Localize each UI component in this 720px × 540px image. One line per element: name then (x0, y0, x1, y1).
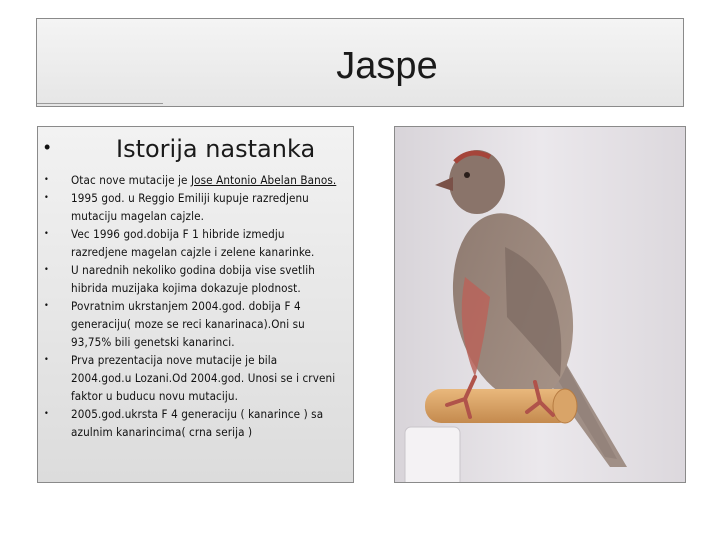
bullet-dot: • (44, 175, 49, 185)
title-divider (37, 103, 163, 104)
content-placeholder (37, 126, 354, 483)
bullet-item (38, 225, 355, 261)
bullet-item (38, 351, 355, 405)
heading-bullet: • (44, 137, 51, 157)
bullet-dot: • (44, 409, 49, 419)
bullet-dot: • (44, 193, 49, 203)
slide-title: Jaspe (336, 45, 438, 87)
bullet-dot: • (44, 265, 49, 275)
bullet-item (38, 297, 355, 351)
bullet-text: Povratnim ukrstanjem 2004.god. dobija F 4 generaciju( moze se reci kanarinaca).Oni su 93,75% bili genetski kanarinci. (71, 299, 305, 349)
bird-illustration (395, 127, 686, 483)
heading-row (38, 133, 355, 167)
bullet-text: Prva prezentacija nove mutacije je bila 2004.god.u Lozani.Od 2004.god. Unosi se i crveni faktor u buducu novu mutaciju. (71, 353, 336, 403)
bird-photo (394, 126, 686, 483)
bullet-text: U narednih nekoliko godina dobija vise svetlih hibrida muzijaka kojima dokazuje plodnost. (71, 263, 315, 295)
bullet-list (38, 171, 355, 441)
section-heading: Istorija nastanka (116, 135, 316, 163)
bullet-text: 1995 god. u Reggio Emiliji kupuje razredjenu mutaciju magelan cajzle. (71, 191, 309, 223)
title-placeholder (36, 18, 684, 107)
bullet-dot: • (44, 355, 49, 365)
bullet-text: 2005.god.ukrsta F 4 generaciju ( kanarince ) sa azulnim kanarincima( crna serija ) (71, 407, 324, 439)
bullet-dot: • (44, 301, 49, 311)
bird-eye (464, 172, 470, 178)
bullet-item (38, 171, 355, 189)
bullet-item (38, 405, 355, 441)
feeder-cup (405, 427, 460, 483)
bullet-item (38, 261, 355, 297)
bullet-dot: • (44, 229, 49, 239)
bullet-text: Vec 1996 god.dobija F 1 hibride izmedju razredjene magelan cajzle i zelene kanarinke. (71, 227, 315, 259)
bullet-text: Otac nove mutacije je (71, 173, 191, 187)
inventor-name-link: Jose Antonio Abelan Banos. (190, 173, 337, 187)
bullet-item (38, 189, 355, 225)
